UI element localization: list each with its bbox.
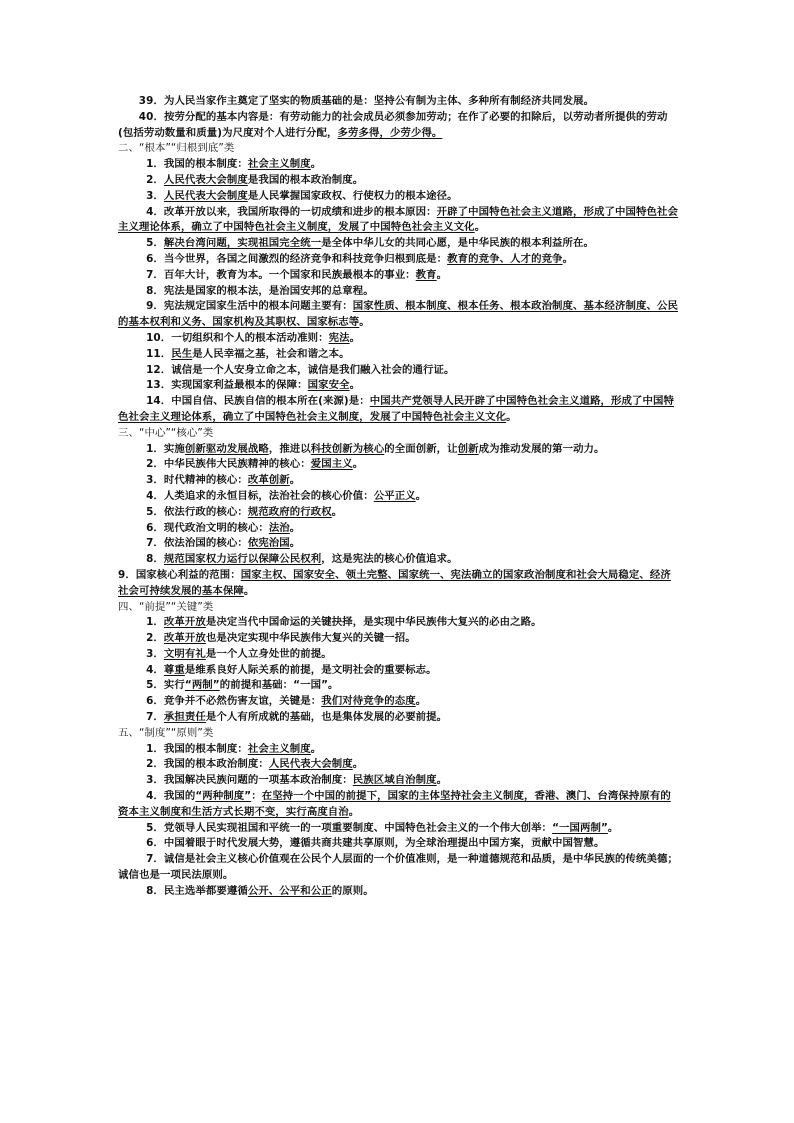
text-run: 2．我国的根本政治制度：	[146, 758, 269, 771]
text-run: 1．	[146, 616, 164, 629]
text-run: ，这是宪法的核心价值追求。	[321, 553, 458, 566]
underlined-key-phrase: 改革创新	[247, 474, 290, 487]
text-run: 1．实施	[146, 442, 185, 455]
text-run: 。	[415, 695, 427, 708]
underlined-key-phrase: 民生	[171, 347, 193, 360]
underlined-key-phrase: 民族区域自治制度	[352, 774, 437, 787]
list-item	[118, 836, 678, 852]
text-run: 。	[352, 758, 364, 771]
text-run: 2．中华民族伟大民族精神的核心：	[146, 458, 311, 471]
text-run: 是一个人立身处世的前提。	[205, 647, 332, 660]
list-item	[118, 110, 678, 142]
underlined-key-phrase: 依宪治国	[247, 537, 290, 550]
section-heading	[118, 426, 678, 442]
text-run: 。	[289, 521, 301, 534]
section-heading	[118, 726, 678, 742]
text-run: 的原则。	[331, 884, 374, 897]
text-run: 8．民主选举都要遵循	[146, 884, 248, 897]
underlined-key-phrase: 宪法	[328, 331, 350, 344]
text-run: 3．	[146, 647, 164, 660]
underlined-key-phrase: 解决台湾问题，实现祖国完全统一	[163, 237, 322, 250]
text-run: 3．我国解决民族问题的一项基本政治制度：	[146, 774, 353, 787]
text-run: 是全体中华儿女的共同心愿，是中华民族的根本利益所在。	[321, 237, 595, 250]
text-run: 是人民幸福之基，社会和谐之本。	[192, 347, 350, 360]
list-item	[118, 284, 678, 300]
list-item	[118, 663, 678, 679]
text-run: 8．	[146, 553, 164, 566]
text-run: 二、“根本”“归根到底”类	[118, 142, 235, 155]
list-item	[118, 884, 678, 900]
text-run: 是决定当代中国命运的关键抉择，是实现中华民族伟大复兴的必由之路。	[205, 616, 542, 629]
text-run: 是人民掌握国家政权、行使权力的根本途径。	[247, 189, 458, 202]
text-run: 7．	[146, 711, 164, 724]
text-run: 4．我国的	[146, 790, 196, 803]
text-run: 7．依法治国的核心：	[146, 537, 248, 550]
text-run: 4．改革开放以来，我国所取得的一切成绩和进步的根本原因：	[146, 205, 437, 218]
underlined-key-phrase: “两制”	[184, 679, 220, 692]
list-item	[118, 710, 678, 726]
text-run: 。	[289, 537, 301, 550]
text-run: 2．	[146, 632, 164, 645]
list-item	[118, 631, 678, 647]
underlined-key-phrase: 规范国家权力运行以保障公民权利	[163, 553, 322, 566]
text-run: 9．宪法规定国家生活中的根本问题主要有：	[146, 300, 353, 313]
text-run: 。	[359, 316, 370, 329]
text-run: 13．实现国家利益最根本的保障：	[146, 379, 308, 392]
text-run: 7．诚信是社会主义核心价值观在公民个人层面的一个价值准则，是一种道德规范和品质，是中华民族的传统美德；诚信也是一项民法原则。	[118, 853, 678, 882]
text-run: 。	[310, 742, 322, 755]
underlined-key-phrase: 国家性质、根本制度、根本任务、根本政治制度、基本经济制度、公民的基本权利和义务、国家机构及其职权、国家标志等	[118, 300, 678, 329]
text-run: 6．现代政治文明的核心：	[146, 521, 269, 534]
text-run: 2．	[146, 173, 164, 186]
list-item	[118, 773, 678, 789]
list-item	[118, 521, 678, 537]
text-run: 三、“中心”“核心”类	[118, 426, 214, 439]
text-run: 。	[474, 221, 486, 234]
underlined-key-phrase: 社会主义制度	[247, 742, 311, 755]
list-item	[118, 694, 678, 710]
list-item	[118, 94, 678, 110]
list-item	[118, 252, 678, 268]
text-run: 。	[243, 584, 255, 597]
section-heading	[118, 141, 678, 157]
text-run: 10．一切组织和个人的根本活动准则：	[146, 331, 329, 344]
list-item	[118, 552, 678, 568]
underlined-key-phrase: 爱国主义	[310, 458, 353, 471]
list-item	[118, 394, 678, 426]
underlined-key-phrase: 创新驱动发展战略	[184, 442, 269, 455]
list-item	[118, 536, 678, 552]
underlined-key-phrase: 法治	[268, 521, 290, 534]
underlined-key-phrase: 公开、公平和公正	[247, 884, 332, 897]
list-item	[118, 647, 678, 663]
text-run: 。	[331, 505, 343, 518]
underlined-key-phrase: 国家主权、国家安全、领土完整、国家统一、宪法确立的国家政治制度和社会大局稳定、经济社会可持续发展的基本保障	[118, 568, 671, 597]
text-run: 5．党领导人民实现祖国和平统一的一项重要制度、中国特色社会主义的一个伟大创举：	[146, 821, 553, 834]
text-run: ：	[251, 790, 262, 803]
text-run: 。	[436, 268, 448, 281]
text-run: 四、“前提”“关键”类	[118, 600, 214, 613]
text-run: 5．依法行政的核心：	[146, 505, 248, 518]
list-item	[118, 378, 678, 394]
underlined-key-phrase: 开辟了中国特色社会主义道路，形成了中国特色社会主义理论体系，确立了中国特色社会主义制度，发展了中国特色社会主义文化	[118, 205, 678, 234]
text-run: 8．宪法是国家的根本法，是治国安邦的总章程。	[146, 284, 374, 297]
document-body	[118, 94, 678, 900]
text-run: 是维系良好人际关系的前提，是文明社会的重要标志。	[184, 663, 437, 676]
underlined-key-phrase: 承担责任	[163, 711, 206, 724]
text-run: 五、“制度”“原则”类	[118, 726, 214, 739]
text-run: 也是决定实现中华民族伟大复兴的关键一招。	[205, 632, 416, 645]
list-item	[118, 789, 678, 821]
text-run: ，推进以	[268, 442, 311, 455]
list-item	[118, 299, 678, 331]
list-item	[118, 157, 678, 173]
list-item	[118, 268, 678, 284]
text-run: 1．我国的根本制度：	[146, 742, 248, 755]
text-run: 9．国家核心利益的范围：	[118, 568, 241, 581]
text-run: 12．诚信是一个人安身立命之本，诚信是我们融入社会的通行证。	[146, 363, 455, 376]
text-run: 。	[562, 252, 574, 265]
list-item	[118, 236, 678, 252]
underlined-key-phrase: 教育	[415, 268, 437, 281]
list-item	[118, 173, 678, 189]
text-run: 。	[310, 158, 322, 171]
underlined-key-phrase: 尊重	[163, 663, 185, 676]
underlined-key-phrase: “两种制度”	[195, 790, 252, 803]
underlined-key-phrase: “一国两制”	[552, 821, 608, 834]
underlined-key-phrase: 创新	[457, 442, 479, 455]
text-run: 是个人有所成就的基础，也是集体发展的必要前提。	[205, 711, 448, 724]
list-item	[118, 852, 678, 884]
text-run: 是我国的根本政治制度。	[247, 173, 364, 186]
underlined-key-phrase: 人民代表大会制度	[163, 189, 248, 202]
underlined-key-phrase: 规范政府的行政权	[247, 505, 332, 518]
underlined-key-phrase: 文明有礼	[163, 647, 206, 660]
text-run: 5．实行	[146, 679, 185, 692]
underlined-key-phrase: 社会主义制度	[247, 158, 311, 171]
text-run: 。	[352, 458, 364, 471]
list-item	[118, 678, 678, 694]
underlined-key-phrase: 我们对待竞争的态度	[321, 695, 416, 708]
text-run: 5．	[146, 237, 164, 250]
list-item	[118, 615, 678, 631]
list-item	[118, 757, 678, 773]
list-item	[118, 568, 678, 600]
list-item	[118, 457, 678, 473]
list-item	[118, 205, 678, 237]
list-item	[118, 742, 678, 758]
list-item	[118, 347, 678, 363]
text-run: 11．	[146, 347, 172, 360]
underlined-key-phrase: 人民代表大会制度	[268, 758, 353, 771]
text-run: 40．按劳分配的基本内容是：有劳动能力的社会成员必须参加劳动；在作了必要的扣除后，以劳动者所提供的劳动(包括劳动数量和质量)为尺度对个人进行分配，	[118, 110, 668, 139]
text-run: 。	[348, 805, 360, 818]
list-item	[118, 189, 678, 205]
underlined-key-phrase: 改革开放	[163, 616, 206, 629]
text-run: 的全面创新，让	[384, 442, 458, 455]
text-run: 。	[415, 489, 427, 502]
text-run: 。	[506, 410, 517, 423]
text-run: 。	[349, 379, 361, 392]
underlined-key-phrase: 中国共产党领导人民开辟了中国特色社会主义道路，形成了中国特色社会主义理论体系，确立了中国特色社会主义制度，发展了中国特色社会主义文化	[118, 395, 674, 423]
section-heading	[118, 600, 678, 616]
list-item	[118, 505, 678, 521]
list-item	[118, 489, 678, 505]
text-run: 3．时代精神的核心：	[146, 474, 248, 487]
underlined-key-phrase: 国家安全	[307, 379, 350, 392]
list-item	[118, 331, 678, 347]
underlined-key-phrase: 科技创新为核心	[310, 442, 385, 455]
list-item	[118, 363, 678, 379]
underlined-key-phrase: 在坚持一个中国的前提下，国家的主体坚持社会主义制度，香港、澳门、台湾保持原有的资本主义制度和生活方式长期不变，实行高度自治	[118, 790, 671, 818]
list-item	[118, 473, 678, 489]
text-run: 39．为人民当家作主奠定了坚实的物质基础的是：坚持公有制为主体、多种所有制经济共同发展。	[138, 95, 595, 107]
underlined-key-phrase: 改革开放	[163, 632, 206, 645]
underlined-key-phrase: 人民代表大会制度	[163, 173, 248, 186]
list-item	[118, 821, 678, 837]
text-run: 4．人类追求的永恒目标，法治社会的核心价值：	[146, 489, 374, 502]
text-run: 。	[607, 821, 619, 834]
text-run: 7．百年大计，教育为本。一个国家和民族最根本的事业：	[146, 268, 416, 281]
text-run: 1．我国的根本制度：	[146, 158, 248, 171]
underlined-key-phrase: 教育的竞争、人才的竞争	[447, 252, 563, 265]
list-item	[118, 442, 678, 458]
text-run: 4．	[146, 663, 164, 676]
text-run: 6．当今世界，各国之间激烈的经济竞争和科技竞争归根到底是：	[146, 252, 448, 265]
text-run: 成为推动发展的第一动力。	[478, 442, 605, 455]
text-run: 。	[289, 474, 301, 487]
text-run: 的前提和基础：“一国”。	[219, 679, 339, 692]
text-run: 3．	[146, 189, 164, 202]
text-run: 。	[349, 331, 361, 344]
text-run: 6．竞争并不必然伤害友谊，关键是：	[146, 695, 322, 708]
underlined-key-phrase: 公平正义	[373, 489, 416, 502]
text-run: 14．中国自信、民族自信的根本所在(来源)是：	[146, 395, 370, 408]
text-run: 6．中国着眼于时代发展大势，遵循共商共建共享原则，为全球治理提出中国方案，贡献中国智慧。	[146, 837, 605, 850]
text-run: 。	[436, 774, 448, 787]
underlined-key-phrase: 多劳多得，少劳少得。	[337, 126, 443, 139]
